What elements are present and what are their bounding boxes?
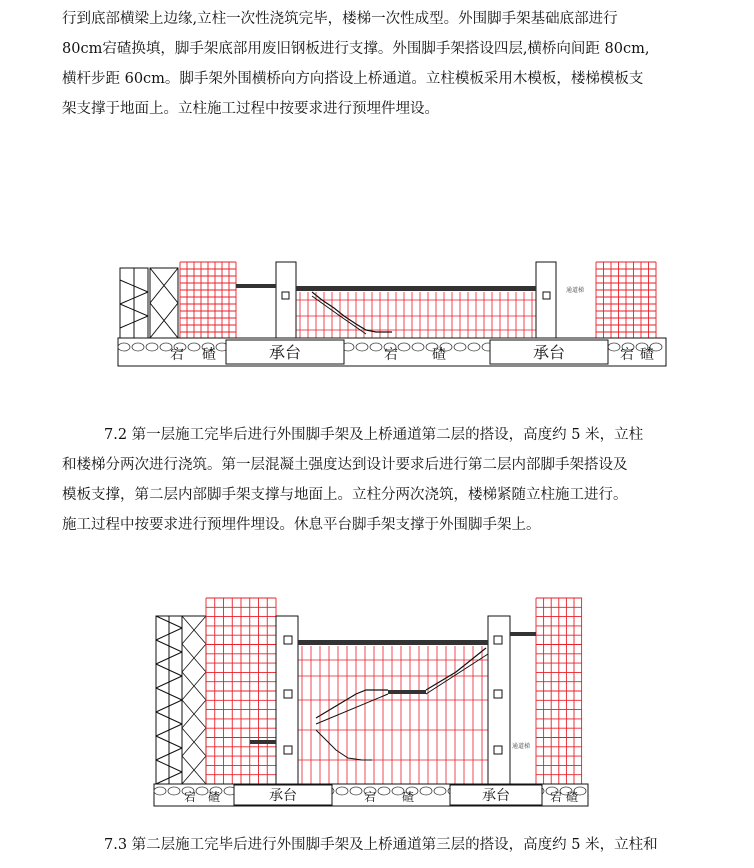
pile-cap-left-label: 承台 bbox=[268, 343, 302, 362]
left-scaffold-tower bbox=[182, 616, 206, 784]
fill-label: 宕 bbox=[550, 790, 563, 804]
outer-scaffold-grid-right bbox=[536, 598, 582, 784]
fill-label: 宕 bbox=[184, 790, 197, 804]
left-platform bbox=[250, 740, 276, 744]
text-line: 行到底部横梁上边缘,立柱一次性浇筑完毕，楼梯一次性成型。外围脚手架基础底部进行 bbox=[62, 11, 618, 27]
fill-label: 碴 bbox=[432, 347, 446, 363]
right-platform bbox=[510, 632, 536, 636]
text-line: 横杆步距 60cm。脚手架外围横桥向方向搭设上桥通道。立柱模板采用木模板，楼梯模板支 bbox=[62, 71, 644, 87]
rest-platform bbox=[388, 690, 426, 694]
pile-cap-right-label: 承台 bbox=[482, 788, 510, 804]
text-line: 施工过程中按要求进行预埋件埋设。休息平台脚手架支撑于外围脚手架上。 bbox=[62, 517, 541, 533]
tag-label: 通道梯 bbox=[566, 287, 585, 294]
text-line: 7.3 第二层施工完毕后进行外围脚手架及上桥通道第三层的搭设，高度约 5 米，立柱和 bbox=[104, 837, 658, 853]
pile-cap-left-label: 承台 bbox=[269, 788, 297, 804]
section-7-3-paragraph bbox=[62, 830, 712, 860]
fill-label: 宕 bbox=[364, 790, 377, 804]
top-beam bbox=[298, 640, 488, 645]
fill-label: 宕 bbox=[384, 347, 398, 363]
text-line: 架支撑于地面上。立柱施工过程中按要求进行预埋件埋设。 bbox=[62, 101, 439, 117]
fill-label: 碴 bbox=[208, 790, 221, 804]
tag-label: 通道梯 bbox=[512, 743, 531, 750]
access-stair-tower bbox=[156, 616, 182, 784]
pile-cap-right-label: 承台 bbox=[532, 343, 566, 362]
fill-label: 碴 bbox=[566, 790, 579, 804]
pier-column-right bbox=[488, 616, 510, 784]
stair-flight-lower bbox=[316, 690, 388, 718]
stair-flight-upper bbox=[426, 648, 486, 690]
outer-scaffold-grid-left bbox=[206, 598, 276, 784]
text-line: 80cm宕碴换填，脚手架底部用废旧钢板进行支撑。外围脚手架搭设四层,横桥向间距 80cm, bbox=[62, 41, 650, 57]
fill-label: 碴 bbox=[202, 347, 216, 363]
pier-column-left bbox=[276, 616, 298, 784]
fill-label: 碴 bbox=[640, 347, 654, 363]
text-line: 和楼梯分两次进行浇筑。第一层混凝土强度达到设计要求后进行第二层内部脚手架搭设及 bbox=[62, 457, 628, 473]
ground-fill-strip bbox=[154, 784, 588, 806]
text-line: 7.2 第一层施工完毕后进行外围脚手架及上桥通道第二层的搭设，高度约 5 米，立柱 bbox=[104, 427, 644, 443]
fill-label: 宕 bbox=[170, 347, 184, 363]
text-line: 模板支撑，第二层内部脚手架支撑与地面上。立柱分两次浇筑，楼梯紧随立柱施工进行。 bbox=[62, 487, 628, 503]
fill-label: 碴 bbox=[402, 790, 415, 804]
fill-label: 宕 bbox=[620, 347, 634, 363]
stair-flight-bottom bbox=[316, 730, 372, 760]
inner-scaffold-grid bbox=[298, 646, 488, 784]
